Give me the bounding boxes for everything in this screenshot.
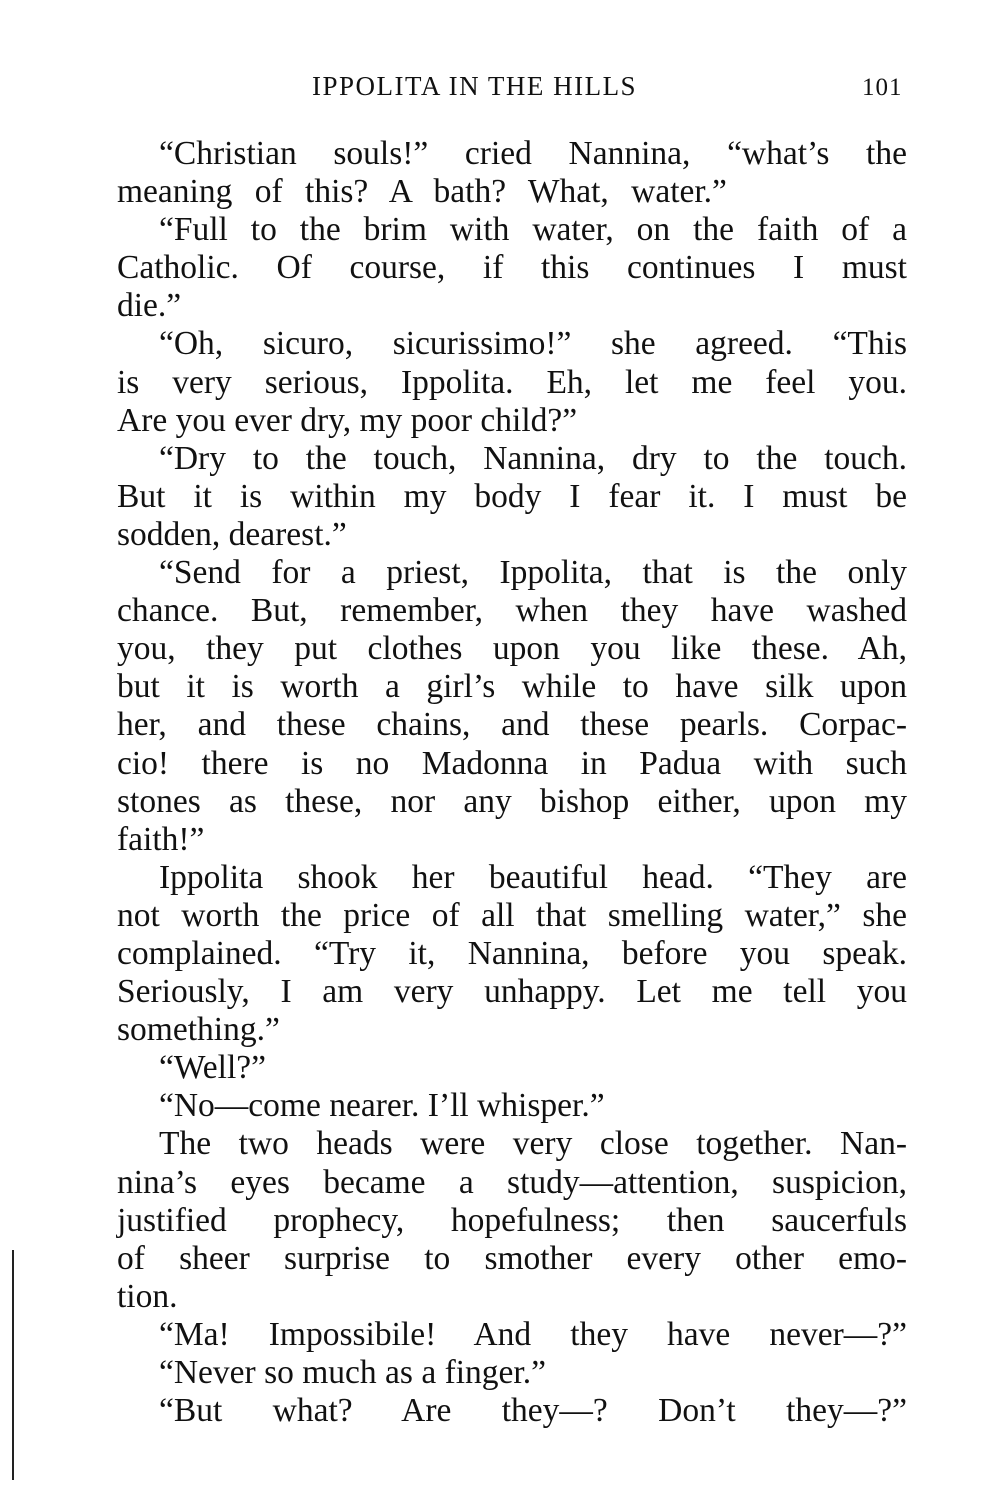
running-title: IPPOLITA IN THE HILLS	[312, 71, 638, 101]
text-line: “Never so much as a finger.”	[159, 1354, 546, 1391]
text-line: “Oh, sicuro, sicurissimo!” she agreed. “This	[159, 325, 907, 363]
text-line: Catholic. Of course, if this continues I must	[117, 249, 907, 287]
text-line: Seriously, I am very unhappy. Let me tell you	[117, 973, 907, 1011]
text-line: “Send for a priest, Ippolita, that is the only	[159, 554, 907, 592]
text-line: “Well?”	[159, 1049, 267, 1087]
text-line: Ippolita shook her beautiful head. “They are	[159, 858, 907, 896]
text-line: “Christian souls!” cried Nannina, “what’s the	[159, 135, 907, 172]
text-line: Are you ever dry, my poor child?”	[117, 401, 578, 439]
text-line: cio! there is no Madonna in Padua with such	[117, 744, 907, 782]
text-line: “No—come nearer. I’ll whisper.”	[159, 1087, 605, 1125]
text-line: meaning of this? A bath? What, water.”	[117, 173, 727, 211]
text-line: sodden, dearest.”	[117, 515, 347, 553]
text-line: of sheer surprise to smother every other emo-	[117, 1239, 907, 1277]
text-line: stones as these, nor any bishop either, upon my	[117, 782, 907, 820]
text-line: nina’s eyes became a study—attention, suspicion,	[117, 1163, 907, 1201]
text-line: “But what? Are they—? Don’t they—?”	[159, 1392, 907, 1430]
text-line: tion.	[117, 1277, 178, 1315]
text-line: is very serious, Ippolita. Eh, let me feel you.	[117, 363, 907, 401]
text-line: The two heads were very close together. Nan-	[159, 1125, 907, 1163]
text-line: her, and these chains, and these pearls. Corpac-	[117, 706, 907, 744]
text-line: something.”	[117, 1011, 280, 1049]
text-line: “Dry to the touch, Nannina, dry to the touch.	[159, 439, 907, 477]
text-line: not worth the price of all that smelling water,” she	[117, 896, 907, 934]
text-line: you, they put clothes upon you like these. Ah,	[117, 630, 907, 668]
text-line: but it is worth a girl’s while to have silk upon	[117, 668, 907, 706]
text-line: chance. But, remember, when they have washed	[117, 592, 907, 630]
text-line: “Full to the brim with water, on the faith of a	[159, 211, 907, 249]
text-line: justified prophecy, hopefulness; then saucerfuls	[117, 1201, 907, 1239]
page-number: 101	[862, 74, 903, 101]
text-line: faith!”	[117, 820, 205, 858]
text-line: die.”	[117, 287, 182, 325]
text-line: “Ma! Impossibile! And they have never—?”	[159, 1315, 907, 1353]
scan-edge-line	[12, 1250, 14, 1480]
running-head	[0, 68, 1000, 108]
body-text	[117, 135, 907, 1430]
text-line: But it is within my body I fear it. I must be	[117, 477, 907, 515]
text-line: complained. “Try it, Nannina, before you speak.	[117, 934, 907, 972]
